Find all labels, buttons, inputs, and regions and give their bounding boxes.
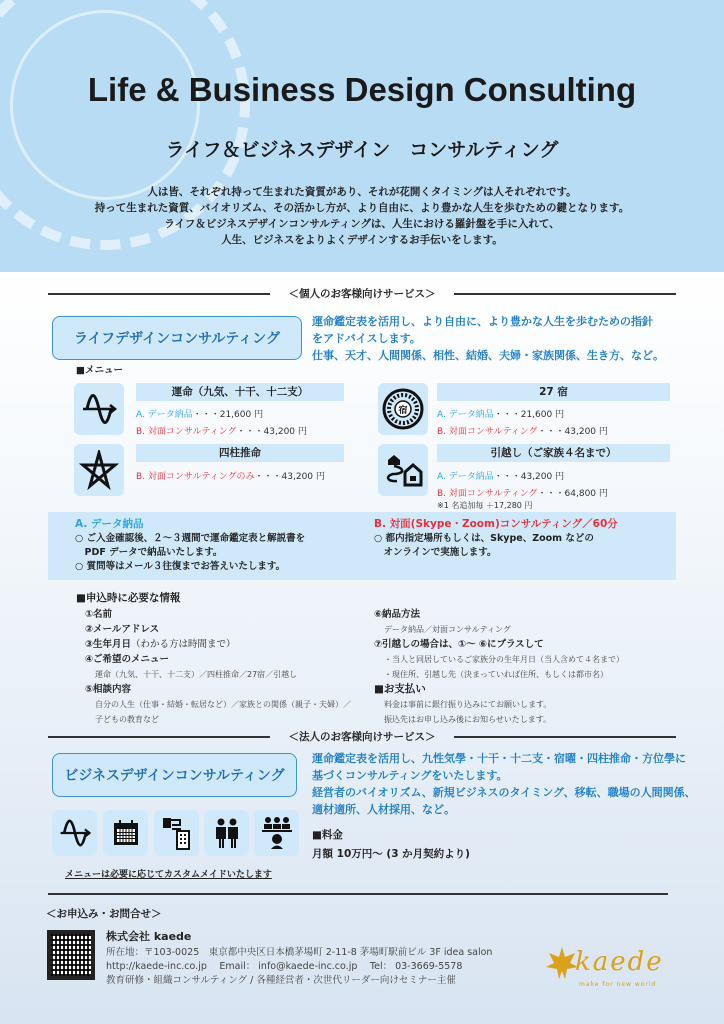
wave-icon (74, 383, 124, 435)
intro-line: 持って生まれた資質、バイオリズム、その活かし方が、より自由に、より豊かな人生を歩むための鍵となります。 (94, 202, 630, 214)
required-item: ②メールアドレス (85, 624, 160, 635)
menu-item-header: 引越し（ご家族４名まで） (437, 444, 670, 462)
plan-a-line: ○ 質問等はメール３往復までお答えいたします。 (75, 561, 286, 572)
business-design-title-box: ビジネスデザインコンサルティング (52, 753, 297, 797)
qr-code[interactable] (47, 930, 95, 980)
required-item-detail: ・現住所、引越し先（決まっていれば住所、もしくは都市名） (384, 670, 608, 679)
people-icon (204, 810, 249, 856)
required-item-detail: 運命（九気、十干、十二支）／四柱推命／27宿／引越し (95, 670, 298, 679)
plan-b-label: B. 対面コンサルティング (437, 489, 538, 499)
page-title: Life & Business Design Consulting (87, 71, 637, 108)
office-move-icon (154, 810, 199, 856)
plan-b-line: ○ 都内指定場所もしくは、Skype、Zoom などの (374, 533, 594, 544)
menu-item-header: 運命（九気、十干、十二支） (136, 383, 344, 401)
required-item-detail: 自分の人生（仕事・結婚・転居など）／家族との関係（親子・夫婦）／ (95, 700, 351, 709)
email-link[interactable]: Email： info@kaede-inc.co.jp (219, 961, 358, 972)
price: ・・・64,800 円 (537, 489, 608, 499)
required-item: ⑥納品方法 (374, 609, 421, 620)
custom-menu-note: メニューは必要に応じてカスタムメイドいたします (65, 870, 272, 880)
description-line: 仕事、天才、人間関係、相性、結婚、夫婦・家族関係、生き方、など。 (312, 349, 664, 362)
price: ・・・43,200 円 (493, 472, 565, 482)
description-line: 適材適所、人材採用、など。 (312, 803, 455, 816)
required-item-extra: （わかる方は時間まで） (131, 639, 236, 650)
menu-item-header: 27 宿 (437, 383, 670, 401)
description-line: をアドバイスします。 (312, 332, 421, 345)
required-item: ⑦引越しの場合は、①～ ⑥にプラスして (374, 639, 544, 650)
contact-line (106, 960, 462, 974)
required-item-detail: ・当人と同居しているご家族分の生年月日（当人含めて４名まで） (384, 655, 624, 664)
plan-a-label: A. データ納品 (437, 472, 494, 482)
required-info-left (85, 607, 365, 727)
business-section-label: ＜法人のお客様向けサービス＞ (288, 731, 436, 743)
kaede-logo (545, 945, 675, 995)
calendar-icon (103, 810, 148, 856)
menu-item-prices (136, 467, 325, 484)
page-subtitle: ライフ＆ビジネスデザイン コンサルティング (165, 139, 559, 161)
company-address: 所在地：〒103-0025 東京都中央区日本橋茅場町 2-11-8 茅場町駅前ビル 3F idea salon (106, 947, 493, 958)
divider (48, 736, 270, 738)
plan-b-info (374, 516, 618, 560)
company-name: 株式会社 kaede (106, 930, 192, 943)
divider (454, 293, 676, 295)
menu-item-prices (136, 405, 307, 439)
plan-b-line: オンラインで実施します。 (374, 547, 497, 558)
plan-b-label: B. 対面コンサルティングのみ (136, 472, 255, 482)
description-line: 経営者のバイオリズム、新規ビジネスのタイミング、移転、職場の人間関係、 (312, 786, 696, 799)
plan-a-line: PDF データで納品いたします。 (75, 547, 223, 558)
price: ・・・21,600 円 (493, 410, 565, 420)
contact-label: ＜お申込み・お問合せ＞ (46, 908, 162, 920)
star-icon (74, 444, 124, 496)
logo-tagline: make for new world (579, 981, 657, 988)
price: ・・・21,600 円 (192, 410, 264, 420)
house-move-icon (378, 444, 428, 496)
required-item-detail: データ納品／対面コンサルティング (384, 625, 511, 634)
plan-b-label: B. 対面コンサルティング (136, 427, 237, 437)
plan-a-label: A. データ納品 (136, 410, 193, 420)
fee-value: 月額 10万円～ (3 か月契約より) (312, 848, 470, 860)
business-design-description (312, 750, 717, 818)
description-line: 運命鑑定表を活用し、九性気學・十干・十二支・宿曜・四柱推命・方位學に (312, 752, 686, 765)
required-item: ③生年月日 (85, 639, 132, 650)
svg-text:宿: 宿 (398, 406, 408, 416)
personal-section-label: ＜個人のお客様向けサービス＞ (288, 288, 436, 300)
intro-text (0, 184, 724, 248)
payment-label: ■お支払い (374, 683, 426, 695)
menu-item-prices (437, 405, 608, 439)
divider (48, 293, 270, 295)
required-info-label: ■申込時に必要な情報 (76, 592, 181, 604)
description-line: 基づくコンサルティングをいたします。 (312, 769, 508, 782)
payment-line: 振込先はお申し込み後にお知らせいたします。 (384, 715, 552, 724)
intro-line: 人生、ビジネスをよりよくデザインするお手伝いをします。 (221, 234, 503, 246)
price: ・・・43,200 円 (254, 472, 325, 482)
description-line: 運命鑑定表を活用し、より自由に、より豊かな人生を歩むための指針 (312, 315, 653, 328)
plan-b-label: B. 対面コンサルティング (437, 427, 538, 437)
additional-person-note: ※1 名追加毎 ＋17,280 円 (437, 501, 533, 510)
website-link[interactable]: http://kaede-inc.co.jp (106, 961, 207, 972)
maple-leaf-icon (545, 945, 579, 983)
required-item: ⑤相談内容 (85, 684, 132, 695)
plan-b-title: B. 対面(Skype・Zoom)コンサルティング／60分 (374, 518, 618, 530)
company-services: 教育研修・組織コンサルティング / 各種経営者・次世代リーダー向けセミナー主催 (106, 975, 456, 986)
payment-line: 料金は事前に銀行振り込みにてお願いします。 (384, 700, 552, 709)
life-design-title-box: ライフデザインコンサルティング (52, 316, 302, 360)
logo-text: kaede (575, 947, 664, 977)
price: ・・・43,200 円 (236, 427, 307, 437)
phone-number[interactable]: Tel： 03-3669-5578 (369, 961, 463, 972)
mansion-wheel-icon (378, 383, 428, 435)
intro-line: 人は皆、それぞれ持って生まれた資質があり、それが花開くタイミングは人それぞれです。 (147, 186, 577, 198)
price: ・・・43,200 円 (537, 427, 608, 437)
life-design-description (312, 313, 712, 364)
required-info-right (374, 607, 674, 727)
plan-a-title: A. データ納品 (75, 518, 144, 530)
seminar-icon (254, 810, 299, 856)
required-item: ④ご希望のメニュー (85, 654, 170, 665)
wave-icon (52, 810, 97, 856)
required-item: ①名前 (85, 609, 113, 620)
intro-line: ライフ＆ビジネスデザインコンサルティングは、人生における羅針盤を手に入れて、 (164, 218, 560, 230)
divider (48, 893, 668, 895)
required-item-detail: 子どもの教育など (95, 715, 159, 724)
plan-a-line: ○ ご入金確認後、２～３週間で運命鑑定表と解説書を (75, 533, 306, 544)
plan-a-label: A. データ納品 (437, 410, 494, 420)
menu-label: ■メニュー (76, 365, 123, 376)
divider (454, 736, 676, 738)
menu-item-prices (437, 467, 608, 511)
fee-label: ■料金 (312, 829, 343, 841)
menu-item-header: 四柱推命 (136, 444, 344, 462)
plan-a-info (75, 516, 305, 574)
